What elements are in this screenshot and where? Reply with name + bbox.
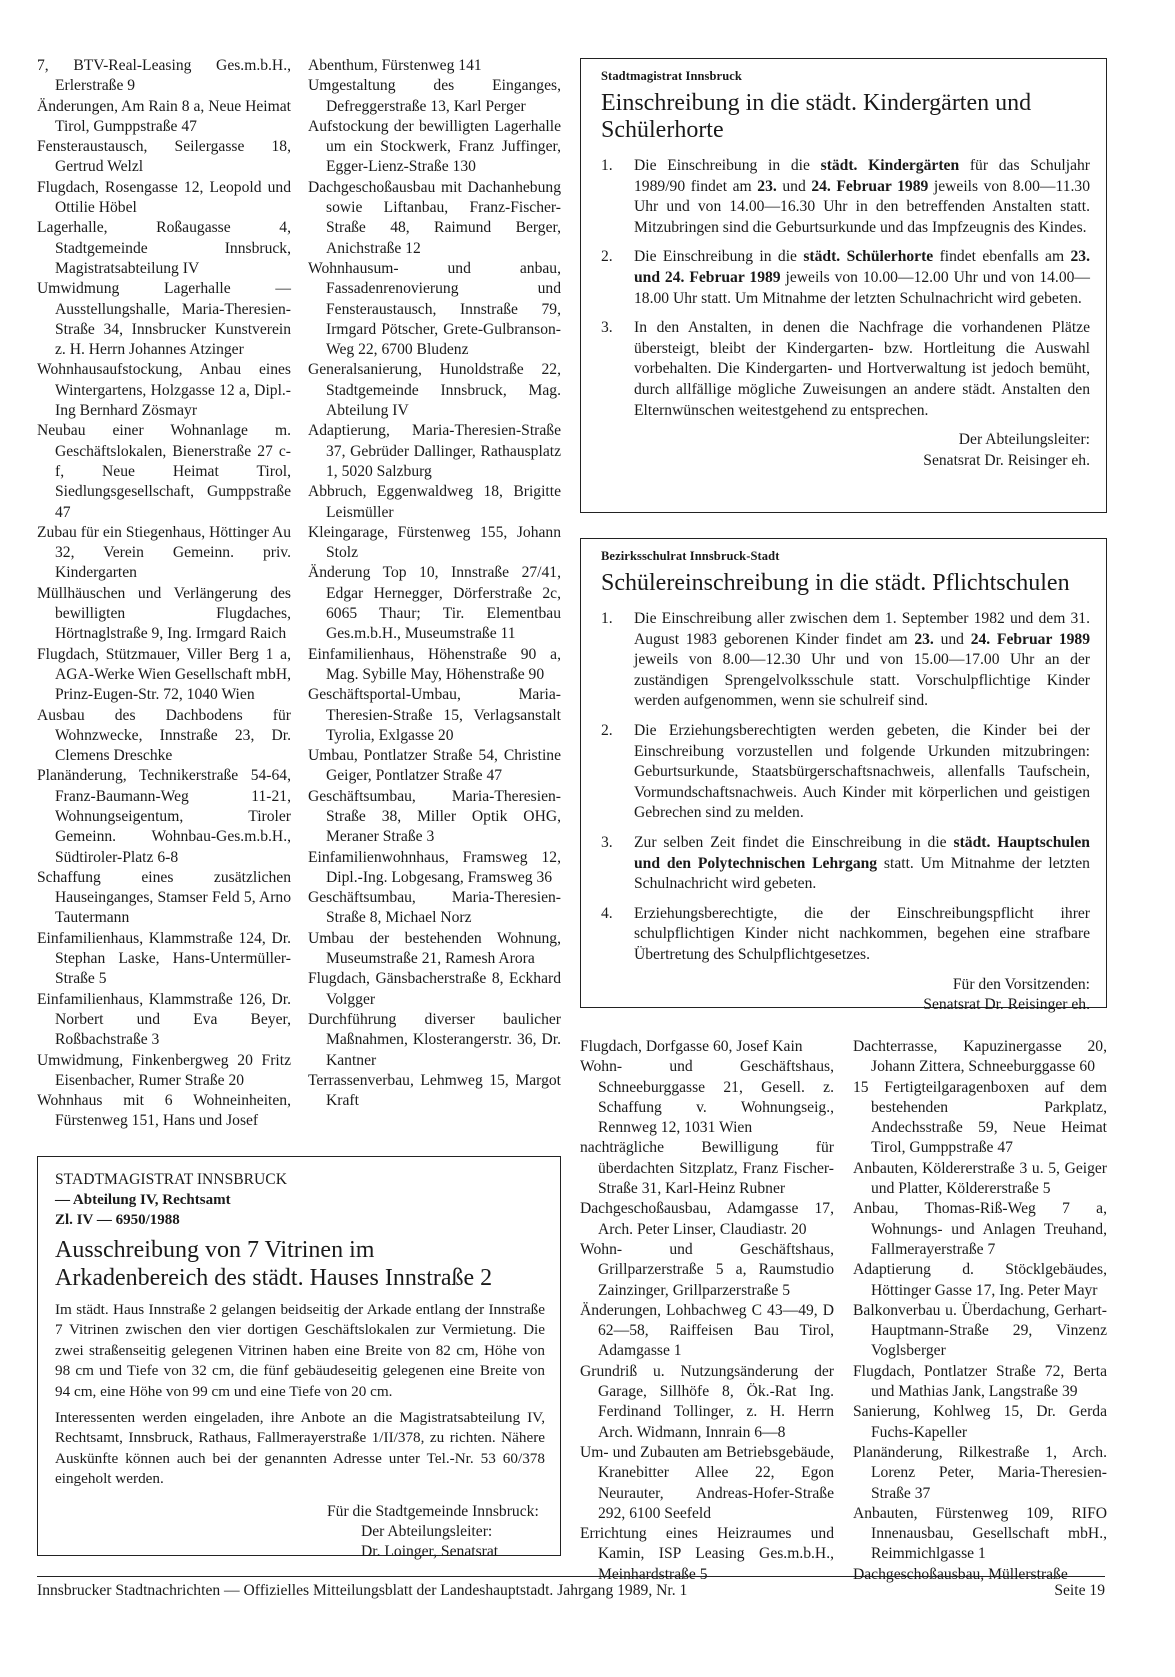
permit-entry: Neubau einer Wohnanlage m. Geschäftslokalen, Bienerstraße 27 c-f, Neue Heimat Tirol, Siedlungsgesellschaft, Gumppstraße 47 — [37, 422, 291, 521]
tender-title: Ausschreibung von 7 Vitrinen im Arkadenbereich des städt. Hauses Innstraße 2 — [55, 1237, 493, 1291]
permit-entry: Änderungen, Lohbachweg C 43—49, D 62—58, Raiffeisen Bau Tirol, Adamgasse 1 — [580, 1301, 834, 1360]
permit-entry: Zubau für ein Stiegenhaus, Höttinger Au 32, Verein Gemeinn. priv. Kindergarten — [37, 523, 291, 582]
tender-instructions: Interessenten werden eingeladen, ihre Anbote an die Magistratsabteilung IV, Rechtsamt, Innsbruck, Rathaus, Fallmerayerstraße 1/II/378, zu richten. Nähere Auskünfte können auch bei der genannten Adresse unter Tel.-Nr. 53 60/378 eingeholt werden. — [55, 1409, 545, 1488]
permit-entry: Flugdach, Gänsbacherstraße 8, Eckhard Volgger — [308, 970, 561, 1008]
permit-entry: Geschäftsumbau, Maria-Theresien-Straße 38, Miller Optik OHG, Meraner Straße 3 — [308, 787, 561, 846]
signature-name: Senatsrat Dr. Reisinger eh. — [923, 451, 1090, 469]
permit-entry: Wohn- und Geschäftshaus, Grillparzerstraße 5 a, Raumstudio Zainzinger, Grillparzerstraße 5 — [580, 1240, 834, 1299]
permit-entry: Sanierung, Kohlweg 15, Dr. Gerda Fuchs-Kapeller — [853, 1403, 1107, 1441]
permit-entry: 7, BTV-Real-Leasing Ges.m.b.H., Erlerstraße 9 — [37, 57, 291, 95]
permit-entry: Wohn- und Geschäftshaus, Schneeburggasse 21, Gesell. z. Schaffung v. Wohnungseig., Rennweg 12, 1031 Wien — [580, 1058, 834, 1137]
permit-entry: Dachgeschoßausbau, Adamgasse 17, Arch. Peter Linser, Claudiastr. 20 — [580, 1200, 834, 1238]
publication-line: Innsbrucker Stadtnachrichten — Offizielles Mitteilungsblatt der Landeshauptstadt. Jahrgang 1989, Nr. 1 — [37, 1582, 688, 1599]
signature-block: Für die Stadtgemeinde Innsbruck: Der Abteilungsleiter: Dr. Loinger, Senatsrat — [327, 1502, 539, 1561]
permit-entry: 15 Fertigteilgaragenboxen auf dem bestehenden Parkplatz, Andechsstraße 59, Neue Heimat Tirol, Gumppstraße 47 — [853, 1078, 1107, 1157]
notice-item: 3. Zur selben Zeit findet die Einschreibung in die städt. Hauptschulen und den Polytechnischen Lehrgang statt. Um Mitnahme der letzten Schulnachricht wird gebeten. — [601, 833, 1090, 893]
permit-list-column-4 — [853, 1037, 1107, 1585]
permit-entry: Anbauten, Fürstenweg 109, RIFO Innenausbau, Gesellschaft mbH., Reimmichlgasse 1 — [853, 1504, 1107, 1563]
signature-line: Für den Vorsitzenden: — [952, 975, 1090, 993]
permit-entry: Flugdach, Dorfgasse 60, Josef Kain — [580, 1038, 803, 1055]
notice-item: 3. In den Anstalten, in denen die Nachfrage die vorhandenen Plätze übersteigt, bleibt der Kindergarten- bzw. Hortleitung die Auswahl vorbehalten. Die Kindergarten- und Hortverwaltung ist jedoch bemüht, durch allfällige mögliche Zuweisungen an andere städt. Anstalten den Elternwünschen weitestgehend zu entsprechen. — [601, 319, 1090, 419]
permit-entry: Einfamilienhaus, Höhenstraße 90 a, Mag. Sybille May, Höhenstraße 90 — [308, 645, 561, 683]
permit-entry: Anbau, Thomas-Riß-Weg 7 a, Wohnungs- und Anlagen Treuhand, Fallmerayerstraße 7 — [853, 1200, 1107, 1258]
reference-number: Zl. IV — 6950/1988 — [55, 1212, 180, 1228]
permit-entry: Ausbau des Dachbodens für Wohnzwecke, Innstraße 23, Dr. Clemens Dreschke — [37, 706, 291, 765]
notice-title: Einschreibung in die städt. Kindergärten und Schülerhorte — [601, 90, 1032, 143]
permit-entry: Einfamilienhaus, Klammstraße 124, Dr. Stephan Laske, Hans-Untermüller-Straße 5 — [37, 929, 291, 988]
permit-entry: Adaptierung, Maria-Theresien-Straße 37, Gebrüder Dallinger, Rathausplatz 1, 5020 Salzburg — [308, 422, 561, 480]
permit-entry: Lagerhalle, Roßaugasse 4, Stadtgemeinde Innsbruck, Magistratsabteilung IV — [37, 219, 291, 277]
permit-entry: Geschäftsportal-Umbau, Maria-Theresien-Straße 15, Verlagsanstalt Tyrolia, Exlgasse 20 — [308, 686, 561, 744]
page-footer — [37, 1576, 1105, 1600]
notice-item: 2. Die Erziehungsberechtigten werden gebeten, die Kinder bei der Einschreibung vorzustellen und folgende Urkunden mitzubringen: Geburtsurkunde, Staatsbürgerschaftsnachweis, allenfalls Taufschein, Vormundschaftsnachweis. Auch Kinder mit körperlichen und geistigen Gebrechen sind zu melden. — [601, 721, 1090, 822]
permit-entry: Änderungen, Am Rain 8 a, Neue Heimat Tirol, Gumppstraße 47 — [37, 97, 291, 135]
tender-description: Im städt. Haus Innstraße 2 gelangen beidseitig der Arkade entlang der Innstraße 7 Vitrinen zwischen den vier dortigen Geschäftslokalen zur Vermietung. Die zwei straßenseitig gelegenen Vitrinen haben eine Breite von 82 cm, Höhe von 98 cm und Tiefe von 32 cm, die fünf gebäudeseitig gelegenen eine Breite von 94 cm, eine Höhe von 99 cm und eine Tiefe von 20 cm. — [55, 1301, 545, 1400]
permit-entry: Generalsanierung, Hunoldstraße 22, Stadtgemeinde Innsbruck, Mag. Abteilung IV — [308, 361, 561, 420]
permit-entry: Kleingarage, Fürstenweg 155, Johann Stolz — [308, 523, 561, 562]
permit-entry: Abenthum, Fürstenweg 141 — [308, 57, 482, 74]
notice-item: 2. Die Einschreibung in die städt. Schülerhorte findet ebenfalls am 23. und 24. Februar 1989 jeweils von 10.00—12.00 Uhr und von 14.00—18.00 Uhr statt. Um Mitnahme der letzten Schulnachricht wird gebeten. — [601, 248, 1091, 307]
kindergarten-registration-notice — [580, 58, 1107, 513]
notice-title: Schülereinschreibung in die städt. Pflichtschulen — [601, 570, 1070, 596]
permit-entry: Dachterrasse, Kapuzinergasse 20, Johann Zittera, Schneeburggasse 60 — [853, 1038, 1107, 1076]
permit-list-column-1 — [37, 56, 291, 1132]
permit-entry: Umwidmung Lagerhalle — Ausstellungshalle, Maria-Theresien-Straße 34, Innsbrucker Kunstverein z. H. Herrn Johannes Atzinger — [37, 280, 291, 359]
permit-entry: Schaffung eines zusätzlichen Hauseinganges, Stamser Feld 5, Arno Tautermann — [37, 868, 291, 927]
permit-entry: Dachgeschoßausbau, Müllerstraße — [853, 1565, 1068, 1583]
permit-entry: Fensteraustausch, Seilergasse 18, Gertrud Welzl — [37, 138, 291, 176]
permit-entry: Adaptierung d. Stöcklgebäudes, Höttinger Gasse 17, Ing. Peter Mayr — [853, 1261, 1107, 1299]
permit-entry: Durchführung diverser baulicher Maßnahmen, Klosterangerstr. 36, Dr. Kantner — [308, 1010, 561, 1069]
permit-entry: Müllhäuschen und Verlängerung des bewilligten Flugdaches, Hörtnaglstraße 9, Ing. Irmgard Raich — [37, 584, 291, 643]
notice-issuer: Bezirksschulrat Innsbruck-Stadt — [601, 549, 780, 563]
permit-entry: Umbau, Pontlatzer Straße 54, Christine Geiger, Pontlatzer Straße 47 — [308, 747, 561, 785]
school-registration-notice — [580, 538, 1107, 1014]
permit-list-column-2 — [308, 56, 561, 1111]
permit-list-column-3 — [580, 1037, 834, 1585]
permit-entry: Änderung Top 10, Innstraße 27/41, Edgar Hernegger, Dörferstraße 2c, 6065 Thaur; Tir. Elementbau Ges.m.b.H., Museumstraße 11 — [308, 564, 561, 643]
permit-entry: Flugdach, Stützmauer, Viller Berg 1 a, AGA-Werke Wien Gesellschaft mbH, Prinz-Eugen-Str. 72, 1040 Wien — [37, 645, 291, 704]
signature-line: Der Abteilungsleiter: — [958, 431, 1090, 449]
permit-entry: Geschäftsumbau, Maria-Theresien-Straße 8, Michael Norz — [308, 889, 561, 927]
issuer-heading: STADTMAGISTRAT INNSBRUCK — [55, 1171, 287, 1188]
notice-item: 1. Die Einschreibung in die städt. Kindergärten für das Schuljahr 1989/90 findet am 23. und 24. Februar 1989 jeweils von 8.00—11.30 Uhr und von 14.00—16.30 Uhr in den betreffenden Anstalten statt. Mitzubringen sind die Geburtsurkunde und das Impfzeugnis des Kindes. — [601, 157, 1090, 236]
permit-entry: Dachgeschoßausbau mit Dachanhebung sowie Liftanbau, Franz-Fischer-Straße 48, Raimund Berger, Anichstraße 12 — [308, 178, 561, 257]
signature-name: Senatsrat Dr. Reisinger eh. — [923, 996, 1090, 1014]
permit-entry: Balkonverbau u. Überdachung, Gerhart-Hauptmann-Straße 29, Vinzenz Voglsberger — [853, 1301, 1107, 1360]
permit-entry: Um- und Zubauten am Betriebsgebäude, Kranebitter Allee 22, Egon Neurauter, Andreas-Hofer-Straße 292, 6100 Seefeld — [580, 1443, 834, 1522]
permit-entry: Flugdach, Pontlatzer Straße 72, Berta und Mathias Jank, Langstraße 39 — [853, 1362, 1107, 1401]
permit-entry: Aufstockung der bewilligten Lagerhalle um ein Stockwerk, Franz Juffinger, Egger-Lienz-Straße 130 — [308, 117, 561, 176]
permit-entry: Einfamilienhaus, Klammstraße 126, Dr. Norbert und Eva Beyer, Roßbachstraße 3 — [37, 990, 291, 1049]
permit-entry: nachträgliche Bewilligung für überdachten Sitzplatz, Franz Fischer-Straße 31, Karl-Heinz Rubner — [580, 1139, 834, 1198]
permit-entry: Terrassenverbau, Lehmweg 15, Margot Kraft — [308, 1071, 561, 1110]
department-line: — Abteilung IV, Rechtsamt — [55, 1192, 231, 1208]
permit-entry: Wohnhausum- und anbau, Fassadenrenovierung und Fensteraustausch, Innstraße 79, Irmgard Pötscher, Grete-Gulbranson-Weg 22, 6700 Bludenz — [308, 259, 561, 359]
showcase-tender-notice — [37, 1156, 561, 1561]
notice-item: 1. Die Einschreibung aller zwischen dem 1. September 1982 und dem 31. August 1983 geborenen Kinder findet am 23. und 24. Februar 1989 jeweils von 8.00—12.30 Uhr und von 15.00—17.00 Uhr an der zuständigen Sprengelvolksschule statt. Vorschulpflichtige Kinder werden aufgenommen, wenn sie schulreif sind. — [601, 610, 1091, 710]
permit-entry: Errichtung eines Heizraumes und Kamin, ISP Leasing Ges.m.b.H., Meinhardstraße 5 — [580, 1525, 834, 1583]
permit-entry: Planänderung, Technikerstraße 54-64, Franz-Baumann-Weg 11-21, Wohnungseigentum, Tiroler Gemeinn. Wohnbau-Ges.m.b.H., Südtiroler-Platz 6-8 — [37, 767, 291, 866]
permit-entry: Umbau der bestehenden Wohnung, Museumstraße 21, Ramesh Arora — [308, 929, 561, 968]
permit-entry: Anbauten, Köldererstraße 3 u. 5, Geiger und Platter, Köldererstraße 5 — [853, 1159, 1107, 1198]
permit-entry: Flugdach, Rosengasse 12, Leopold und Ottilie Höbel — [37, 178, 291, 217]
permit-entry: Planänderung, Rilkestraße 1, Arch. Lorenz Peter, Maria-Theresien-Straße 37 — [853, 1443, 1107, 1502]
notice-item: 4. Erziehungsberechtigte, die der Einschreibungspflicht ihrer schulpflichtigen Kinder nicht nachkommen, begehen eine strafbare Übertretung des Schulpflichtgesetzes. — [601, 904, 1090, 963]
permit-entry: Abbruch, Eggenwaldweg 18, Brigitte Leismüller — [308, 483, 561, 521]
permit-entry: Wohnhaus mit 6 Wohneinheiten, Fürstenweg 151, Hans und Josef — [37, 1092, 291, 1130]
permit-entry: Grundriß u. Nutzungsänderung der Garage, Sillhöfe 8, Ök.-Rat Ing. Ferdinand Tollinger, z. H. Herrn Arch. Widmann, Innrain 6—8 — [580, 1362, 834, 1441]
page-number: Seite 19 — [1054, 1582, 1105, 1599]
permit-entry: Umwidmung, Finkenbergweg 20 Fritz Eisenbacher, Rumer Straße 20 — [37, 1051, 291, 1089]
permit-entry: Einfamilienwohnhaus, Framsweg 12, Dipl.-Ing. Lobgesang, Framsweg 36 — [308, 848, 561, 886]
permit-entry: Umgestaltung des Einganges, Defreggerstraße 13, Karl Perger — [308, 77, 561, 115]
notice-issuer: Stadtmagistrat Innsbruck — [601, 69, 742, 83]
permit-entry: Wohnhausaufstockung, Anbau eines Wintergartens, Holzgasse 12 a, Dipl.-Ing Bernhard Zösmayr — [37, 361, 291, 420]
